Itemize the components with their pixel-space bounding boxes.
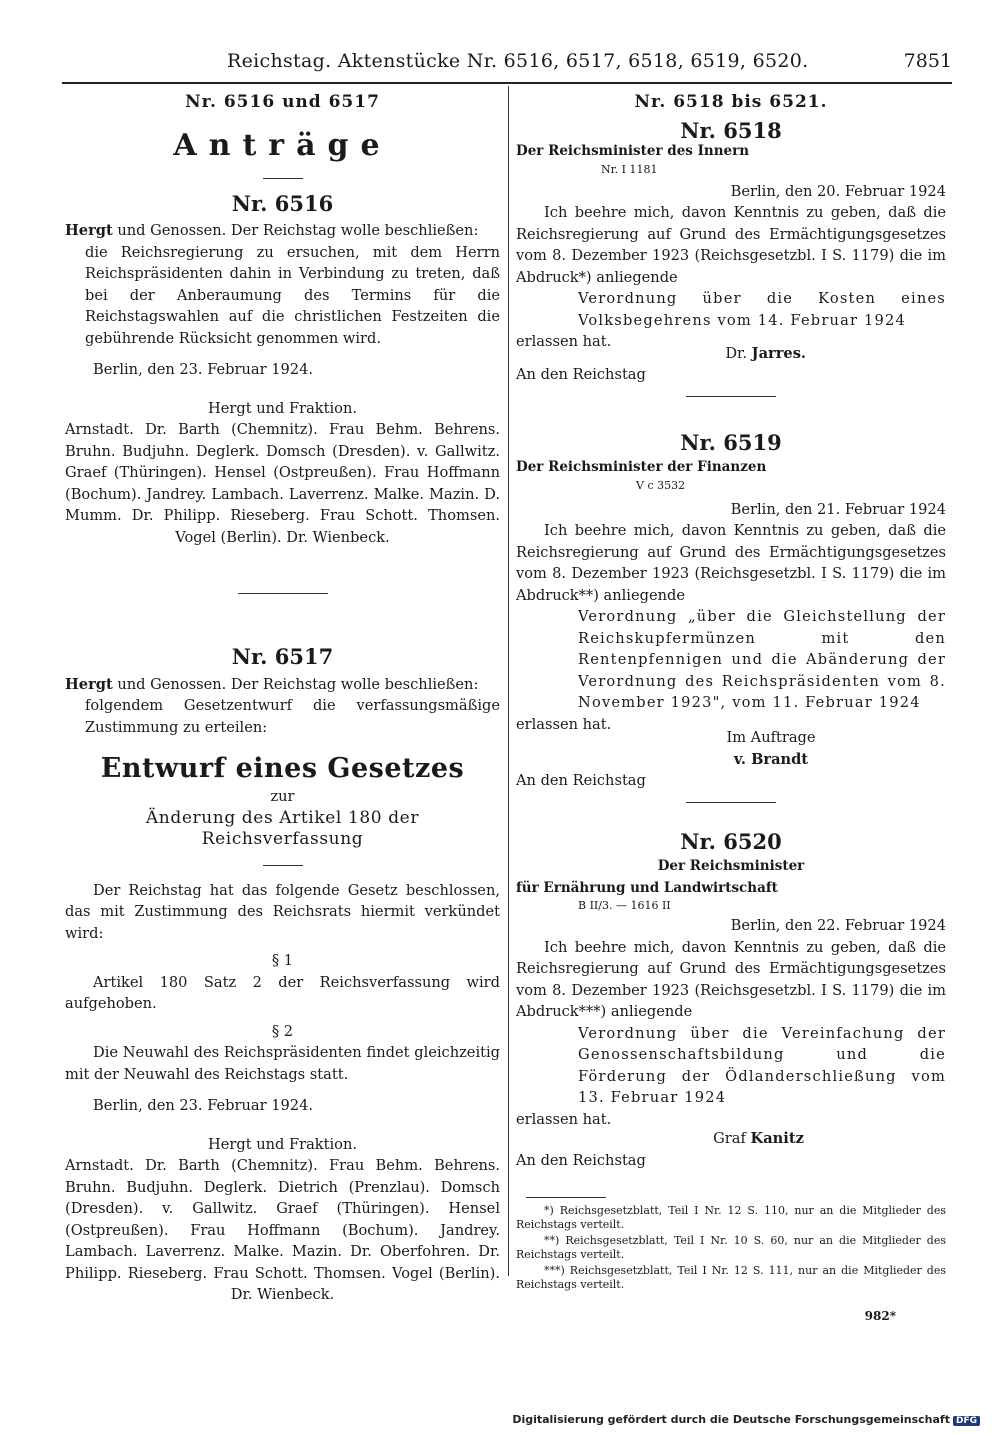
footnote-rule <box>526 1197 606 1198</box>
antraege-title: Anträge <box>173 127 392 163</box>
section-heading: Nr. 6518 bis 6521. <box>634 92 828 112</box>
date-6519: Berlin, den 21. Februar 1924 <box>730 500 946 518</box>
motion-body-6517: folgendem Gesetzentwurf die verfassungsmäßige Zustimmung zu erteilen: <box>85 697 500 736</box>
doc-title-6518: Nr. 6518 <box>680 117 782 143</box>
running-header <box>62 50 952 80</box>
section-heading: Nr. 6516 und 6517 <box>185 92 380 112</box>
im-auftrage: Im Auftrage <box>726 729 816 746</box>
paragraph-2: Die Neuwahl des Reichspräsidenten findet gleichzeitig mit der Neuwahl des Reichstags statt. <box>65 1044 500 1083</box>
decree-6519: Verordnung „über die Gleichstellung der Reichskupfermünzen mit den Rentenpfennigen und die Abänderung der Verordnung des Reichspräsidenten vom 8. November 1923", vom 11. Februar 1924 <box>578 608 946 711</box>
letter-body-6519: Ich beehre mich, davon Kenntnis zu geben, daß die Reichsregierung auf Grund des Ermächtigungsgesetzes vom 8. Dezember 1923 (Reichsgesetzbl. I S. 1179) die im Abdruck**) anliegende <box>516 522 946 604</box>
sender-6520-line1: Der Reichsminister <box>657 858 805 874</box>
divider <box>686 396 776 397</box>
decree-6520: Verordnung über die Vereinfachung der Genossenschaftsbildung und die Förderung der Ödlanderschließung vom 13. Februar 1924 <box>578 1024 946 1106</box>
digitization-credit <box>512 1413 980 1426</box>
doc-title-6519: Nr. 6519 <box>680 429 782 455</box>
signature-6519: v. Brandt <box>733 750 809 768</box>
bill-subject: Änderung des Artikel 180 der Reichsverfassung <box>145 807 420 849</box>
bill-zur: zur <box>270 788 295 805</box>
credit-text: Digitalisierung gefördert durch die Deutsche Forschungsgemeinschaft <box>512 1413 950 1426</box>
sheet-number: 982* <box>864 1309 896 1323</box>
bill-title: Entwurf eines Gesetzes <box>100 753 465 784</box>
signers-head-6516: Hergt und Fraktion. <box>208 399 357 417</box>
column-divider <box>508 86 509 1276</box>
erlassen-6520: erlassen hat. <box>516 1110 612 1128</box>
header-rule <box>62 82 952 84</box>
divider <box>263 865 303 866</box>
addressee-6519: An den Reichstag <box>516 772 646 789</box>
bill-intro: Der Reichstag hat das folgende Gesetz beschlossen, das mit Zustimmung des Reichsrats hiermit verkündet wird: <box>65 881 500 942</box>
addressee-6520: An den Reichstag <box>516 1151 646 1169</box>
doc-title-6516: Nr. 6516 <box>231 190 334 216</box>
sender-6520-line2: für Ernährung und Landwirtschaft <box>516 879 778 896</box>
signers-6516: Arnstadt. Dr. Barth (Chemnitz). Frau Behm. Behrens. Bruhn. Budjuhn. Deglerk. Domsch (Dresden). v. Gallwitz. Graef (Thüringen). Hensel (Ostpreußen). Frau Hoffmann (Bochum). Jandrey. Lambach. Laverrenz. Malke. Mazin. D. Mumm. Dr. Philipp. Rieseberg. Frau Schott. Thomsen. Vogel (Berlin). Dr. Wienbeck. <box>65 421 500 546</box>
left-column <box>65 90 500 1306</box>
signature-prefix: Graf <box>713 1130 751 1147</box>
signature-name: Kanitz <box>750 1130 804 1147</box>
erlassen-6518: erlassen hat. <box>516 333 612 350</box>
paragraph-1: Artikel 180 Satz 2 der Reichsverfassung wird aufgehoben. <box>65 973 500 1012</box>
divider <box>238 593 328 594</box>
date-6517: Berlin, den 23. Februar 1924. <box>93 1097 313 1114</box>
decree-6518: Verordnung über die Kosten eines Volksbegehrens vom 14. Februar 1924 <box>578 290 946 329</box>
ref-6518: Nr. I 1181 <box>601 162 658 176</box>
right-column <box>516 90 946 1328</box>
footnote: ***) Reichsgesetzblatt, Teil I Nr. 12 S. 111, nur an die Mitglieder des Reichstags verteilt. <box>516 1264 946 1291</box>
motion-body-6516: die Reichsregierung zu ersuchen, mit dem Herrn Reichspräsidenten dahin in Verbindung zu treten, daß bei der Anberaumung des Termins für die Reichstagswahlen auf die christlichen Festzeiten die gebührende Rücksicht genommen wird. <box>85 243 500 347</box>
paragraph-1-head: § 1 <box>271 952 294 969</box>
dfg-logo: DFG <box>953 1416 980 1426</box>
sender-6518: Der Reichsminister des Innern <box>516 143 750 159</box>
doc-title-6520: Nr. 6520 <box>680 828 782 854</box>
paragraph-2-head: § 2 <box>271 1022 294 1040</box>
divider <box>263 178 303 179</box>
signers-head-6517: Hergt und Fraktion. <box>208 1135 357 1153</box>
footnote: **) Reichsgesetzblatt, Teil I Nr. 10 S. 60, nur an die Mitglieder des Reichstags verteilt. <box>516 1234 946 1261</box>
signature-prefix: Dr. <box>725 344 752 362</box>
date-6516: Berlin, den 23. Februar 1924. <box>93 361 313 378</box>
motion-lead-6517 <box>65 674 500 696</box>
erlassen-6519: erlassen hat. <box>516 715 612 733</box>
signature-name: Jarres. <box>751 344 806 362</box>
date-6520: Berlin, den 22. Februar 1924 <box>730 917 946 934</box>
running-header-title: Reichstag. Aktenstücke Nr. 6516, 6517, 6518, 6519, 6520. <box>227 50 809 72</box>
footnote: *) Reichsgesetzblatt, Teil I Nr. 12 S. 110, nur an die Mitglieder des Reichstags verteilt. <box>516 1204 946 1231</box>
doc-title-6517: Nr. 6517 <box>231 644 334 669</box>
lead-name: Hergt <box>65 675 113 693</box>
page-number: 7851 <box>903 50 952 72</box>
addressee-6518: An den Reichstag <box>516 366 646 383</box>
lead-name: Hergt <box>65 222 113 239</box>
signature-6520 <box>516 1128 946 1150</box>
sender-6519: Der Reichsminister der Finanzen <box>516 459 767 475</box>
divider <box>686 802 776 803</box>
letter-body-6518: Ich beehre mich, davon Kenntnis zu geben, daß die Reichsregierung auf Grund des Ermächtigungsgesetzes vom 8. Dezember 1923 (Reichsgesetzbl. I S. 1179) die im Abdruck*) anliegende <box>516 204 946 286</box>
ref-6519: V c 3532 <box>636 478 686 492</box>
lead-rest: und Genossen. Der Reichstag wolle beschließen: <box>112 675 479 693</box>
ref-6520: B II/3. — 1616 II <box>578 899 671 912</box>
motion-lead-6516 <box>65 220 500 242</box>
signers-6517: Arnstadt. Dr. Barth (Chemnitz). Frau Behm. Behrens. Bruhn. Budjuhn. Deglerk. Dietrich (Prenzlau). Domsch (Dresden). v. Gallwitz. Graef (Thüringen). Hensel (Ostpreußen). Frau Hoffmann (Bochum). Jandrey. Lambach. Laverrenz. Malke. Mazin. Dr. Oberfohren. Dr. Philipp. Rieseberg. Frau Schott. Thomsen. Vogel (Berlin). Dr. Wienbeck. <box>65 1157 500 1303</box>
letter-body-6520: Ich beehre mich, davon Kenntnis zu geben, daß die Reichsregierung auf Grund des Ermächtigungsgesetzes vom 8. Dezember 1923 (Reichsgesetzbl. I S. 1179) die im Abdruck***) anliegende <box>516 938 946 1020</box>
date-6518: Berlin, den 20. Februar 1924 <box>730 182 946 200</box>
lead-rest: und Genossen. Der Reichstag wolle beschließen: <box>112 222 479 239</box>
